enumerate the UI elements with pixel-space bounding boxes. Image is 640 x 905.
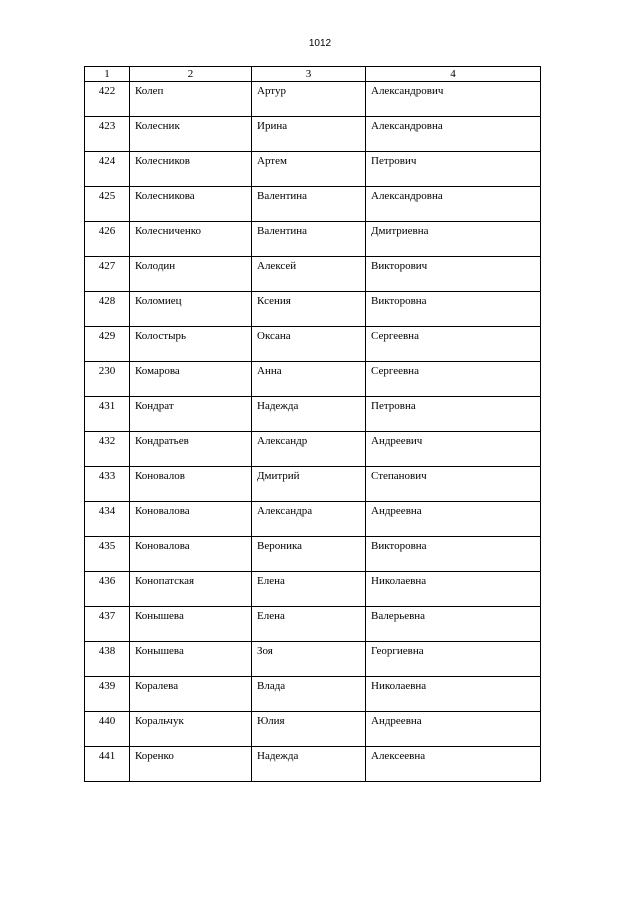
row-number-cell: 437 <box>85 607 130 642</box>
surname-cell: Колостырь <box>130 327 252 362</box>
row-number-cell: 435 <box>85 537 130 572</box>
patronymic-cell: Георгиевна <box>366 642 541 677</box>
row-number-cell: 425 <box>85 187 130 222</box>
name-cell: Дмитрий <box>252 467 366 502</box>
name-cell: Артем <box>252 152 366 187</box>
table-row <box>85 502 541 537</box>
table-row <box>85 292 541 327</box>
column-header-1: 1 <box>85 67 130 82</box>
table-row <box>85 397 541 432</box>
patronymic-cell: Викторовна <box>366 537 541 572</box>
row-number-cell: 426 <box>85 222 130 257</box>
row-number-cell: 424 <box>85 152 130 187</box>
table-row <box>85 82 541 117</box>
name-cell: Влада <box>252 677 366 712</box>
surname-cell: Коновалова <box>130 502 252 537</box>
patronymic-cell: Степанович <box>366 467 541 502</box>
surname-cell: Конышева <box>130 642 252 677</box>
name-cell: Елена <box>252 607 366 642</box>
row-number-cell: 422 <box>85 82 130 117</box>
row-number-cell: 423 <box>85 117 130 152</box>
patronymic-cell: Александрович <box>366 82 541 117</box>
row-number-cell: 429 <box>85 327 130 362</box>
surname-cell: Коралева <box>130 677 252 712</box>
surname-cell: Конопатская <box>130 572 252 607</box>
table-row <box>85 257 541 292</box>
patronymic-cell: Сергеевна <box>366 362 541 397</box>
name-cell: Александра <box>252 502 366 537</box>
patronymic-cell: Николаевна <box>366 677 541 712</box>
header-row <box>85 67 541 82</box>
surname-cell: Колесниченко <box>130 222 252 257</box>
table-body <box>85 82 541 782</box>
row-number-cell: 230 <box>85 362 130 397</box>
row-number-cell: 427 <box>85 257 130 292</box>
table-row <box>85 362 541 397</box>
page-number: 1012 <box>308 38 332 49</box>
name-cell: Надежда <box>252 747 366 782</box>
column-header-4: 4 <box>366 67 541 82</box>
name-cell: Надежда <box>252 397 366 432</box>
patronymic-cell: Петровна <box>366 397 541 432</box>
table-row <box>85 432 541 467</box>
table-row <box>85 677 541 712</box>
patronymic-cell: Викторович <box>366 257 541 292</box>
table-row <box>85 747 541 782</box>
table-row <box>85 467 541 502</box>
name-cell: Алексей <box>252 257 366 292</box>
table-row <box>85 152 541 187</box>
surname-cell: Коральчук <box>130 712 252 747</box>
name-cell: Ксения <box>252 292 366 327</box>
name-cell: Ирина <box>252 117 366 152</box>
name-cell: Артур <box>252 82 366 117</box>
row-number-cell: 440 <box>85 712 130 747</box>
column-header-2: 2 <box>130 67 252 82</box>
name-cell: Валентина <box>252 187 366 222</box>
name-cell: Александр <box>252 432 366 467</box>
table-row <box>85 642 541 677</box>
row-number-cell: 433 <box>85 467 130 502</box>
person-register-table <box>84 66 541 782</box>
surname-cell: Коломиец <box>130 292 252 327</box>
row-number-cell: 432 <box>85 432 130 467</box>
patronymic-cell: Андреевич <box>366 432 541 467</box>
table-row <box>85 712 541 747</box>
name-cell: Анна <box>252 362 366 397</box>
surname-cell: Колесникова <box>130 187 252 222</box>
patronymic-cell: Валерьевна <box>366 607 541 642</box>
table-row <box>85 572 541 607</box>
patronymic-cell: Александровна <box>366 117 541 152</box>
surname-cell: Коновалов <box>130 467 252 502</box>
surname-cell: Колесников <box>130 152 252 187</box>
patronymic-cell: Викторовна <box>366 292 541 327</box>
table-row <box>85 327 541 362</box>
table-row <box>85 607 541 642</box>
patronymic-cell: Сергеевна <box>366 327 541 362</box>
row-number-cell: 431 <box>85 397 130 432</box>
patronymic-cell: Дмитриевна <box>366 222 541 257</box>
patronymic-cell: Алексеевна <box>366 747 541 782</box>
name-cell: Вероника <box>252 537 366 572</box>
column-header-3: 3 <box>252 67 366 82</box>
patronymic-cell: Петрович <box>366 152 541 187</box>
row-number-cell: 441 <box>85 747 130 782</box>
patronymic-cell: Николаевна <box>366 572 541 607</box>
name-cell: Юлия <box>252 712 366 747</box>
table-row <box>85 222 541 257</box>
row-number-cell: 434 <box>85 502 130 537</box>
row-number-cell: 438 <box>85 642 130 677</box>
patronymic-cell: Андреевна <box>366 712 541 747</box>
table-header <box>85 67 541 82</box>
row-number-cell: 436 <box>85 572 130 607</box>
name-cell: Елена <box>252 572 366 607</box>
surname-cell: Колесник <box>130 117 252 152</box>
surname-cell: Кондратьев <box>130 432 252 467</box>
patronymic-cell: Александровна <box>366 187 541 222</box>
surname-cell: Колодин <box>130 257 252 292</box>
name-cell: Оксана <box>252 327 366 362</box>
surname-cell: Комарова <box>130 362 252 397</box>
table-row <box>85 117 541 152</box>
table-row <box>85 537 541 572</box>
surname-cell: Коренко <box>130 747 252 782</box>
surname-cell: Коновалова <box>130 537 252 572</box>
surname-cell: Конышева <box>130 607 252 642</box>
row-number-cell: 439 <box>85 677 130 712</box>
name-cell: Зоя <box>252 642 366 677</box>
name-cell: Валентина <box>252 222 366 257</box>
patronymic-cell: Андреевна <box>366 502 541 537</box>
table-row <box>85 187 541 222</box>
surname-cell: Колеп <box>130 82 252 117</box>
surname-cell: Кондрат <box>130 397 252 432</box>
row-number-cell: 428 <box>85 292 130 327</box>
